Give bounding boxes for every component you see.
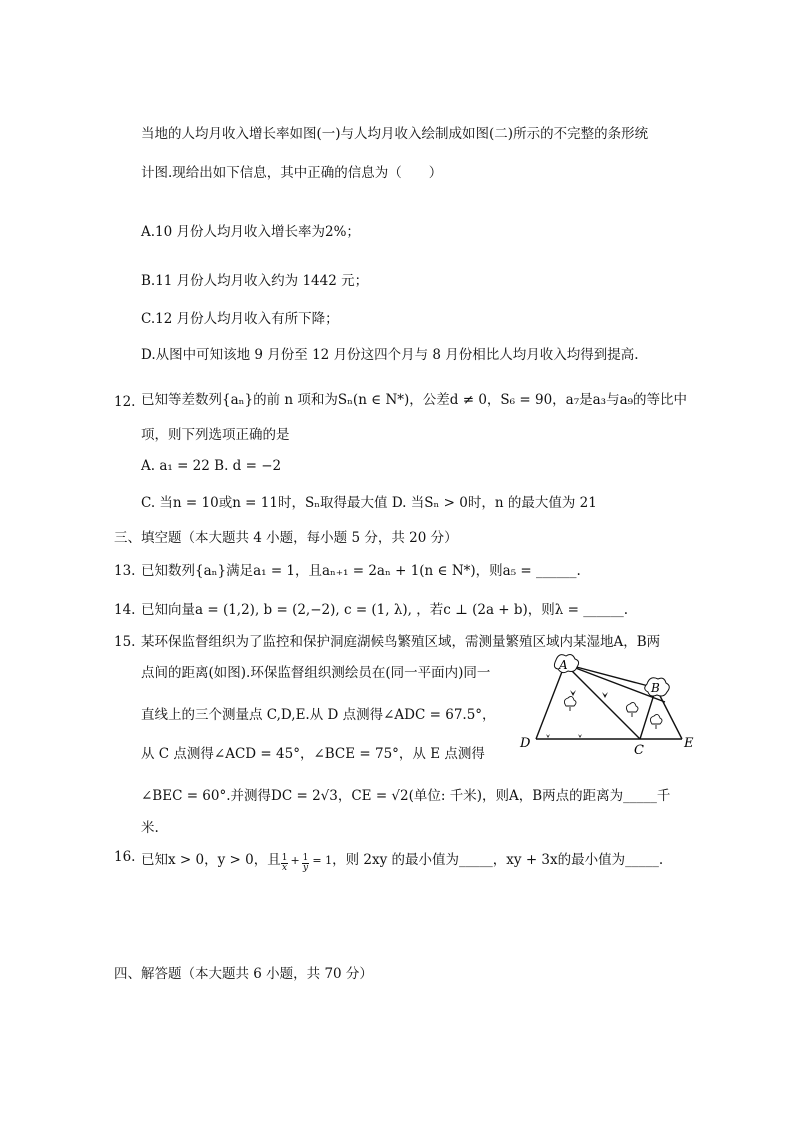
q14-number: 14.: [114, 602, 136, 618]
wetland-figure: [510, 650, 710, 760]
q12-number: 12.: [114, 394, 136, 410]
q15-line3: 直线上的三个测量点 C,D,E.从 D 点测得∠ADC = 67.5°，: [141, 707, 496, 723]
q12-options-ab: A. a₁ = 22 B. d = −2: [141, 458, 282, 474]
q14-text: 已知向量a = (1,2), b = (2,−2), c = (1, λ), ，若c ⊥ (2a + b)，则λ = ______.: [141, 602, 629, 618]
q16-number: 16.: [114, 849, 136, 865]
q16-text: [141, 848, 663, 873]
point-b-label: B: [651, 681, 660, 695]
q16-pre: 已知x > 0，y > 0，且: [141, 852, 281, 868]
q15-line6: 米.: [141, 820, 159, 836]
q12-line1: 已知等差数列{aₙ}的前 n 项和为Sₙ(n ∈ N*)，公差d ≠ 0，S₆ = 90，a₇是a₃与a₉的等比中: [141, 392, 688, 408]
q13-number: 13.: [114, 563, 136, 579]
section-3-heading: 三、填空题（本大题共 4 小题，每小题 5 分，共 20 分）: [114, 530, 458, 546]
q11-option-c: C.12 月份人均月收入有所下降；: [141, 311, 339, 327]
q11-option-d: D.从图中可知该地 9 月份至 12 月份这四个月与 8 月份相比人均月收入均得到提高.: [141, 347, 639, 363]
q15-line2: 点间的距离(如图).环保监督组织测绘员在(同一平面内)同一: [141, 665, 491, 681]
q16-equals: = 1: [312, 854, 333, 867]
point-a-label: A: [559, 658, 568, 672]
q16-post: ，则 2xy 的最小值为_____，xy + 3x的最小值为_____.: [332, 852, 664, 868]
point-c-label: C: [634, 743, 644, 758]
q12-line2: 项，则下列选项正确的是: [141, 427, 290, 443]
point-d-label: D: [520, 736, 531, 751]
q15-number: 15.: [114, 634, 136, 650]
q11-option-a: A.10 月份人均月收入增长率为2%；: [141, 224, 360, 240]
q11-line1: 当地的人均月收入增长率如图(一)与人均月收入绘制成如图(二)所示的不完整的条形统: [141, 126, 649, 142]
q16-plus: +: [290, 854, 300, 867]
q16-fraction-1: $\frac{1}{x}$: [281, 853, 288, 873]
section-4-heading: 四、解答题（本大题共 6 小题，共 70 分）: [114, 966, 373, 982]
point-e-label: E: [684, 736, 694, 751]
q13-text: 已知数列{aₙ}满足a₁ = 1，且aₙ₊₁ = 2aₙ + 1(n ∈ N*)，则a₅ = ______.: [141, 563, 581, 579]
q11-option-b: B.11 月份人均月收入约为 1442 元；: [141, 273, 369, 289]
q12-options-cd: C. 当n = 10或n = 11时，Sₙ取得最大值 D. 当Sₙ > 0时，n 的最大值为 21: [141, 495, 597, 511]
q16-fraction-2: $\frac{1}{y}$: [302, 853, 309, 873]
q11-line2: 计图.现给出如下信息，其中正确的信息为（ ）: [141, 165, 443, 181]
q15-line1: 某环保监督组织为了监控和保护洞庭湖候鸟繁殖区域，需测量繁殖区域内某湿地A，B两: [141, 634, 661, 650]
q15-line5: ∠BEC = 60°.并测得DC = 2√3，CE = √2(单位: 千米)，则A，B两点的距离为_____千: [141, 788, 671, 804]
q15-line4: 从 C 点测得∠ACD = 45°，∠BCE = 75°，从 E 点测得: [141, 746, 485, 762]
